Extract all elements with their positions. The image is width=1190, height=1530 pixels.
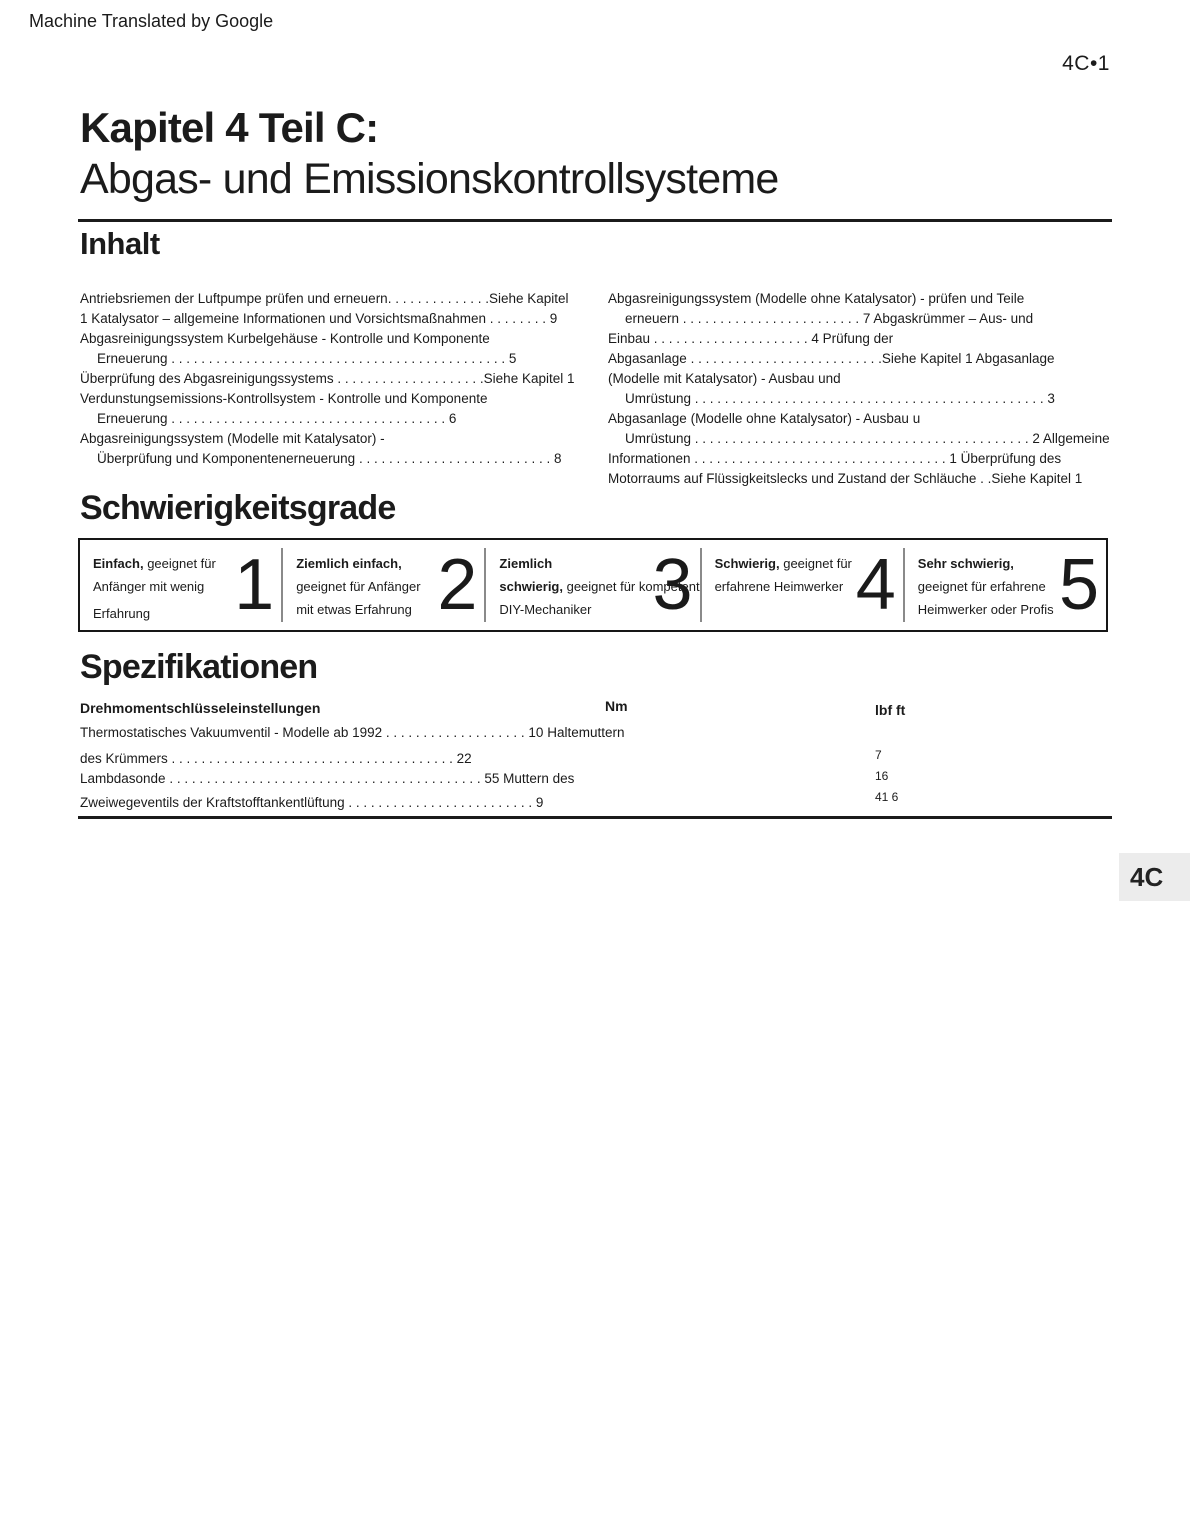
torque-spec-rows (80, 723, 1110, 813)
section-tab-4c (1119, 853, 1190, 901)
watermark-text: Machine Translated by Google (29, 11, 274, 31)
chapter-title-line2: Abgas- und Emissionskontrollsysteme (80, 155, 779, 203)
lbf-ft-value: 41 6 (875, 790, 899, 804)
toc-line: Erneuerung . . . . . . . . . . . . . . . . . . . . . . . . . . . . . . . . . . . . . . . . . . . . . 5 (97, 351, 517, 366)
toc-line: Einbau . . . . . . . . . . . . . . . . . . . . . 4 Prüfung der (608, 331, 894, 346)
toc-right-column (608, 289, 1112, 489)
toc-line: Abgasreinigungssystem (Modelle ohne Katalysator) - prüfen und Teile (608, 291, 1025, 306)
difficulty-heading: Schwierigkeitsgrade (80, 489, 396, 527)
difficulty-level-2 (283, 540, 484, 630)
toc-line: Abgasanlage . . . . . . . . . . . . . . . . . . . . . . . . . .Siehe Kapitel 1 Abgasanlage (608, 351, 1055, 366)
difficulty-levels-box (78, 538, 1108, 632)
spec-row: Lambdasonde . . . . . . . . . . . . . . . . . . . . . . . . . . . . . . . . . . . . . . . . . . 55 Muttern des (80, 771, 575, 786)
difficulty-level-1 (80, 540, 281, 630)
spec-row: Zweiwegeventils der Kraftstofftankentlüftung . . . . . . . . . . . . . . . . . . . . . . . . . 9 (80, 795, 544, 810)
difficulty-level-3-number: 3 (652, 545, 693, 625)
specifications-heading: Spezifikationen (80, 648, 318, 686)
difficulty-level-5-description: Sehr schwierig, geeignet für erfahrene Heimwerker oder Profis (917, 556, 1054, 617)
difficulty-level-5-number: 5 (1058, 545, 1099, 625)
column-header-nm: Nm (605, 698, 628, 714)
toc-line: Abgasanlage (Modelle ohne Katalysator) - Ausbau u (608, 411, 921, 426)
table-of-contents (80, 289, 1112, 489)
chapter-title-line1: Kapitel 4 Teil C: (80, 104, 379, 151)
difficulty-level-4-description: Schwierig, geeignet für erfahrene Heimwerker (714, 556, 852, 594)
difficulty-level-1-number: 1 (234, 545, 275, 625)
toc-line: Umrüstung . . . . . . . . . . . . . . . . . . . . . . . . . . . . . . . . . . . . . . . . . . . . . 2 Allgemeine (625, 431, 1110, 446)
toc-line: Motorraums auf Flüssigkeitslecks und Zustand der Schläuche . .Siehe Kapitel 1 (608, 471, 1083, 486)
difficulty-level-2-description: Ziemlich einfach, geeignet für Anfänger mit etwas Erfahrung (296, 556, 421, 617)
lbf-ft-values-column (875, 745, 898, 808)
toc-line: Abgasreinigungssystem Kurbelgehäuse - Kontrolle und Komponente (80, 331, 490, 346)
difficulty-level-4 (702, 540, 903, 630)
torque-table-title: Drehmomentschlüsseleinstellungen (80, 700, 321, 716)
toc-line: Umrüstung . . . . . . . . . . . . . . . . . . . . . . . . . . . . . . . . . . . . . . . . . . . . . . . 3 (625, 391, 1055, 406)
chapter-title (80, 103, 1112, 205)
toc-line: Erneuerung . . . . . . . . . . . . . . . . . . . . . . . . . . . . . . . . . . . . . 6 (97, 411, 457, 426)
lbf-ft-value: 16 (875, 769, 889, 783)
page-number: 4C•1 (1062, 52, 1110, 75)
column-header-lbf-ft: lbf ft (875, 702, 906, 718)
section-tab-label: 4C (1130, 861, 1164, 892)
bottom-divider (78, 816, 1112, 819)
difficulty-level-5 (905, 540, 1106, 630)
toc-line: Antriebsriemen der Luftpumpe prüfen und erneuern. . . . . . . . . . . . . .Siehe Kapitel (80, 291, 569, 306)
difficulty-level-3-description: Ziemlich schwierig, geeignet für kompetent DIY-Mechaniker (499, 556, 700, 617)
toc-line: Verdunstungsemissions-Kontrollsystem - Kontrolle und Komponente (80, 391, 488, 406)
toc-line: erneuern . . . . . . . . . . . . . . . . . . . . . . . . 7 Abgaskrümmer – Aus- und (625, 311, 1034, 326)
difficulty-level-1-description: Einfach, geeignet für Anfänger mit wenig Erfahrung (93, 556, 216, 621)
toc-line: 1 Katalysator – allgemeine Informationen und Vorsichtsmaßnahmen . . . . . . . . 9 (80, 311, 558, 326)
spec-row: des Krümmers . . . . . . . . . . . . . . . . . . . . . . . . . . . . . . . . . . . . . . 22 (80, 751, 472, 766)
toc-line: (Modelle mit Katalysator) - Ausbau und (608, 371, 841, 386)
difficulty-level-3 (486, 540, 699, 630)
spec-row: Thermostatisches Vakuumventil - Modelle ab 1992 . . . . . . . . . . . . . . . . . . . 10 Haltemuttern (80, 725, 625, 740)
lbf-ft-value: 7 (875, 748, 882, 762)
toc-left-column (80, 289, 577, 489)
contents-heading: Inhalt (80, 226, 160, 261)
toc-line: Überprüfung des Abgasreinigungssystems . . . . . . . . . . . . . . . . . . . .Siehe Kapitel 1 (80, 371, 575, 386)
difficulty-level-4-number: 4 (855, 545, 896, 625)
toc-line: Informationen . . . . . . . . . . . . . . . . . . . . . . . . . . . . . . . . . . 1 Überprüfung des (608, 451, 1062, 466)
toc-line: Abgasreinigungssystem (Modelle mit Katalysator) - (80, 431, 385, 446)
difficulty-level-2-number: 2 (437, 545, 478, 625)
torque-spec-table (80, 700, 1110, 813)
title-divider (78, 219, 1112, 222)
toc-line: Überprüfung und Komponentenerneuerung . . . . . . . . . . . . . . . . . . . . . . . . . . 8 (97, 451, 562, 466)
